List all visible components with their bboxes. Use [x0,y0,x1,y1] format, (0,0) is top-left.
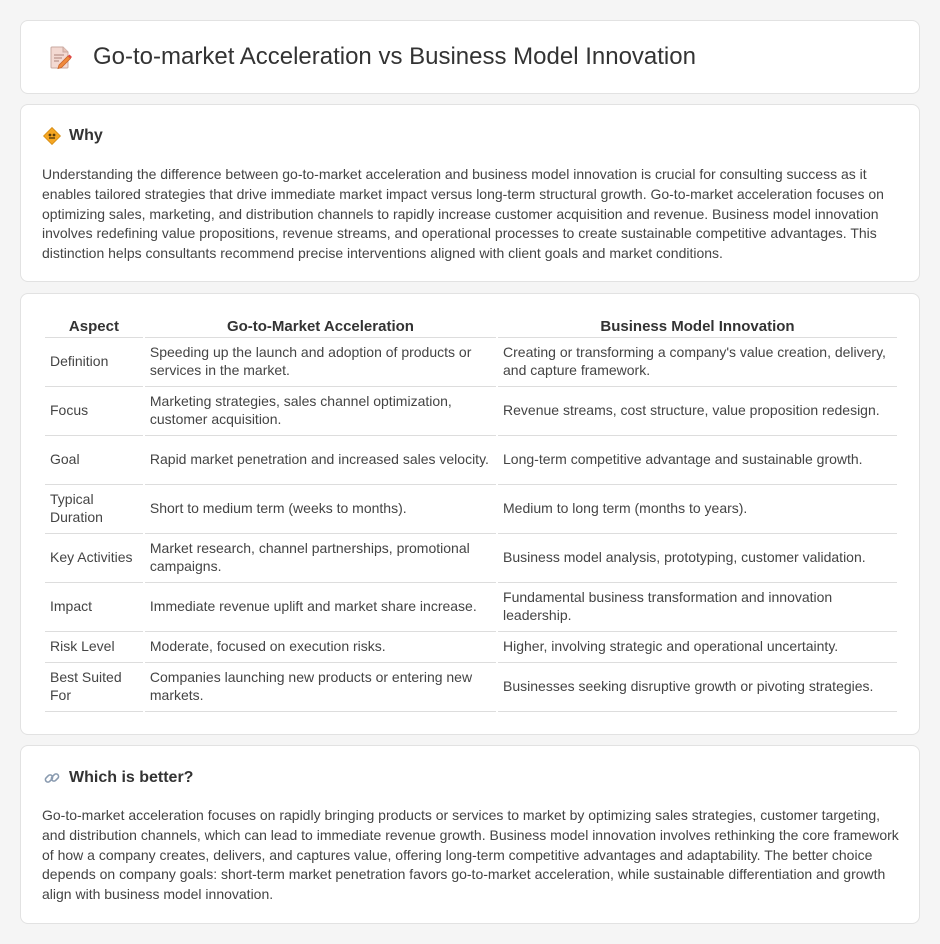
document-edit-icon [47,44,73,70]
row-gtm: Marketing strategies, sales channel optimization, customer acquisition. [145,387,496,436]
row-aspect: Risk Level [45,632,143,663]
diamond-sign-icon [43,127,61,145]
table-row [45,583,897,632]
row-gtm: Short to medium term (weeks to months). [145,485,496,534]
row-gtm: Companies launching new products or entering new markets. [145,663,496,712]
table-row [45,387,897,436]
row-bmi: Medium to long term (months to years). [498,485,897,534]
which-better-section [20,745,920,924]
why-text: Understanding the difference between go-to-market acceleration and business model innovation is crucial for consulting success as it enables tailored strategies that drive immediate market impact versus long-term structural growth. Go-to-market acceleration focuses on optimizing sales, marketing, and distribution channels to rapidly increase customer acquisition and revenue. Business model innovation involves redefining value propositions, revenue streams, and operational processes to create sustainable competitive advantages. This distinction helps consultants recommend precise interventions aligned with client goals and market conditions. [42,166,884,262]
page-title: Go-to-market Acceleration vs Business Model Innovation [93,43,696,70]
table-row [45,338,897,387]
table-row [45,534,897,583]
title-card [20,20,920,94]
row-aspect: Key Activities [45,534,143,583]
table-row [45,632,897,663]
row-gtm: Rapid market penetration and increased sales velocity. [145,436,496,485]
row-bmi: Fundamental business transformation and innovation leadership. [498,583,897,632]
table-row [45,663,897,712]
why-heading-row [43,127,103,145]
title-row [21,21,919,93]
why-heading: Why [69,127,103,144]
row-bmi: Long-term competitive advantage and sustainable growth. [498,436,897,485]
row-aspect: Impact [45,583,143,632]
table-row [45,485,897,534]
comparison-section [20,293,920,735]
row-bmi: Businesses seeking disruptive growth or pivoting strategies. [498,663,897,712]
row-gtm: Market research, channel partnerships, promotional campaigns. [145,534,496,583]
row-bmi: Business model analysis, prototyping, customer validation. [498,534,897,583]
table-row [45,436,897,485]
row-aspect: Focus [45,387,143,436]
row-aspect: Typical Duration [45,485,143,534]
row-bmi: Higher, involving strategic and operational uncertainty. [498,632,897,663]
row-aspect: Definition [45,338,143,387]
row-bmi: Revenue streams, cost structure, value proposition redesign. [498,387,897,436]
why-section [20,104,920,282]
row-bmi: Creating or transforming a company's value creation, delivery, and capture framework. [498,338,897,387]
link-icon [43,769,61,787]
row-gtm: Immediate revenue uplift and market share increase. [145,583,496,632]
better-text: Go-to-market acceleration focuses on rapidly bringing products or services to market by optimizing sales strategies, customer targeting, and distribution channels, which can lead to immediate revenue growth. Business model innovation involves rethinking the core framework of how a company creates, delivers, and captures value, offering long-term competitive advantages and adaptability. The better choice depends on company goals: short-term market penetration favors go-to-market acceleration, while sustainable differentiation and growth align with business model innovation. [42,807,899,903]
header-gtm: Go-to-Market Acceleration [145,316,496,338]
better-heading: Which is better? [69,769,194,786]
row-aspect: Goal [45,436,143,485]
table-header-row [45,316,897,338]
better-heading-row [43,769,193,787]
row-gtm: Speeding up the launch and adoption of products or services in the market. [145,338,496,387]
row-gtm: Moderate, focused on execution risks. [145,632,496,663]
header-aspect: Aspect [45,316,143,338]
header-bmi: Business Model Innovation [498,316,897,338]
row-aspect: Best Suited For [45,663,143,712]
comparison-table [43,316,899,712]
